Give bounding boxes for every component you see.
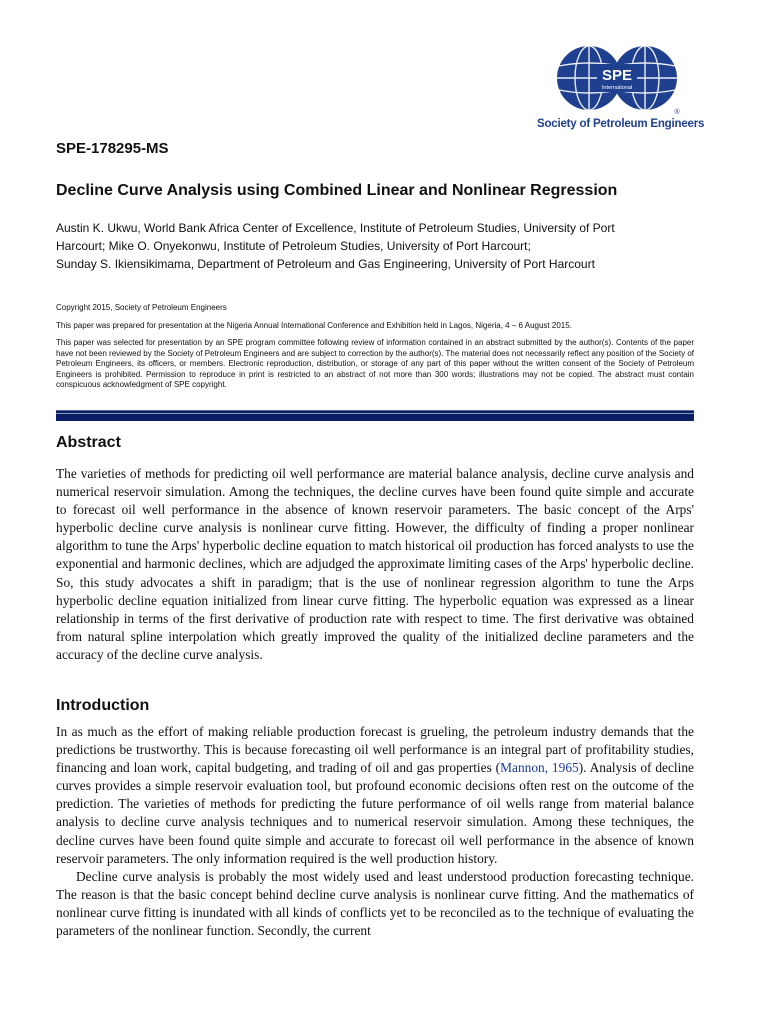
copyright-line: Copyright 2015, Society of Petroleum Engineers [56, 303, 227, 312]
author-line: Sunday S. Ikiensikimama, Department of Petroleum and Gas Engineering, University of Port Harcourt [56, 257, 595, 271]
introduction-heading: Introduction [56, 697, 150, 714]
logo-organization-name: Society of Petroleum Engineers [537, 118, 705, 130]
copyright-block [56, 303, 694, 398]
copyright-notice: This paper was selected for presentation by an SPE program committee following review of information contained in an abstract submitted by the author(s). Contents of the paper have not been reviewed by the Society of Petroleum Engineers and are subject to correction by the author(s). The material does not necessarily reflect any position of the Society of Petroleum Engineers, its officers, or members. Electronic reproduction, distribution, or storage of any part of this paper without the written consent of the Society of Petroleum Engineers is prohibited. Permission to reproduce in print is restricted to an abstract of not more than 300 words; illustrations may not be copied. The abstract must contain conspicuous acknowledgment of SPE copyright. [56, 338, 694, 389]
spe-globe-icon [553, 38, 683, 118]
section-divider [56, 410, 694, 421]
presentation-note: This paper was prepared for presentation at the Nigeria Annual International Conference and Exhibition held in Lagos, Nigeria, 4 – 6 August 2015. [56, 320, 572, 330]
spe-logo [537, 38, 705, 134]
spe-logo-subtitle: International [601, 85, 633, 91]
author-line: Harcourt; Mike O. Onyekonwu, Institute of Petroleum Studies, University of Port Harcourt; [56, 239, 531, 253]
introduction-body [56, 723, 694, 940]
abstract-heading: Abstract [56, 434, 121, 451]
author-list [56, 219, 706, 273]
registered-mark: ® [674, 109, 680, 116]
spe-logo-acronym: SPE [601, 67, 633, 84]
paper-title: Decline Curve Analysis using Combined Linear and Nonlinear Regression [56, 182, 618, 199]
paper-id: SPE-178295-MS [56, 140, 169, 157]
intro-text-before-cite: In as much as the effort of making reliable production forecast is grueling, the petroleum industry demands that the predictions be trustworthy. This is because forecasting oil well performance is an integral part of profitability studies, financing and loan work, capital budgeting, and trading of oil and gas properties ( [56, 724, 694, 776]
intro-paragraph-1 [56, 723, 694, 868]
intro-text-after-cite: ). Analysis of decline curves provides a simple reservoir evaluation tool, but profound economic decisions often rest on the outcome of the prediction. The varieties of methods for predicting the future performance of oil wells range from material balance analysis to decline curve analysis techniques and to numerical reservoir simulation. Among these techniques, the decline curves have been found quite simple and accurate to forecast oil well performance in the absence of known reservoir parameters. The only information required is the well production history. [56, 760, 694, 866]
author-line: Austin K. Ukwu, World Bank Africa Center of Excellence, Institute of Petroleum Studies, University of Port [56, 221, 615, 235]
intro-paragraph-2: Decline curve analysis is probably the most widely used and least understood production forecasting technique. The reason is that the basic concept behind decline curve analysis is nonlinear curve fitting. And the mathematics of nonlinear curve fitting is inundated with all kinds of conflicts yet to be reconciled as to the technique of evaluating the parameters of the nonlinear function. Secondly, the current [56, 868, 694, 939]
abstract-text: The varieties of methods for predicting oil well performance are material balance analysis, decline curve analysis and numerical reservoir simulation. Among the techniques, the decline curves have been found quite simple and accurate to forecast oil well performance in the absence of known reservoir parameters. The basic concept of the Arps' hyperbolic decline curve analysis is nonlinear curve fitting. However, the difficulty of finding a proper nonlinear algorithm to tune the Arps' hyperbolic decline equation to match historical oil production has forced analysts to use the exponential and harmonic declines, which are adjudged the approximate limiting cases of the Arps' hyperbolic decline. So, this study advocates a shift in paradigm; that is the use of nonlinear regression algorithm to tune the Arps hyperbolic decline equation initialized from linear curve fitting. The hyperbolic equation was expressed as a linear relationship in terms of the first derivative of production rate with respect to time. The first derivative was obtained from natural spline interpolation which greatly improved the quality of the initialized decline parameters and the accuracy of the decline curve analysis. [56, 466, 694, 662]
citation-link[interactable]: Mannon, 1965 [500, 760, 579, 776]
